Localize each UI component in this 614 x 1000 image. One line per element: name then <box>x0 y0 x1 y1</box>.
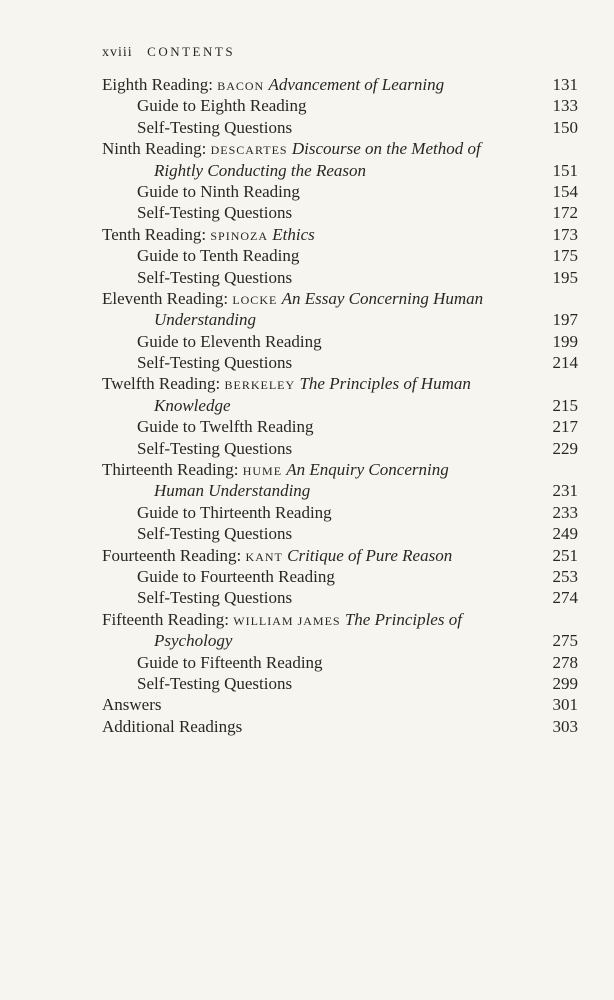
toc-page-number: 231 <box>552 481 578 501</box>
toc-entry-label: Self-Testing Questions <box>137 117 293 137</box>
toc-entry <box>102 716 578 737</box>
toc-page-number: 274 <box>552 588 578 608</box>
toc-entry-label: Self-Testing Questions <box>137 438 293 458</box>
toc-entry-text <box>102 396 231 415</box>
toc-entry-work: The Principles of <box>344 609 462 629</box>
toc-entry <box>102 202 578 223</box>
toc-entry-text <box>102 139 481 158</box>
toc-entry-lead: Additional Readings <box>102 716 243 736</box>
toc-entry-author: KANT <box>245 549 283 564</box>
toc-entry-author: LOCKE <box>232 292 278 307</box>
toc-page-number: 175 <box>552 246 578 266</box>
toc-entry-text <box>102 182 300 201</box>
toc-entry-work: An Enquiry Concerning <box>286 460 449 480</box>
toc-entry-label: Self-Testing Questions <box>137 203 293 223</box>
toc-page-number: 278 <box>552 652 578 672</box>
toc-page-number: 251 <box>552 545 578 565</box>
toc-entry-label: Guide to Twelfth Reading <box>137 417 314 437</box>
toc-entry-text <box>102 588 292 607</box>
toc-entry-work: Ethics <box>272 224 315 244</box>
toc-entry-lead: Fifteenth Reading: <box>102 609 230 629</box>
toc-entry-text <box>102 374 471 393</box>
toc-entry-text <box>102 268 292 287</box>
toc-entry <box>102 181 578 202</box>
toc-entry <box>102 352 578 373</box>
toc-page-number: 233 <box>552 502 578 522</box>
toc-entry-text <box>102 118 292 137</box>
toc-entry-text <box>102 631 232 650</box>
toc-entry <box>102 416 578 437</box>
toc-entry-lead: Tenth Reading: <box>102 224 207 244</box>
toc-entry-text <box>102 203 292 222</box>
toc-page-number: 151 <box>552 160 578 180</box>
toc-entry-text <box>102 524 292 543</box>
toc-entry-text <box>102 161 366 180</box>
toc-page-number: 214 <box>552 353 578 373</box>
toc-entry-text <box>102 75 444 94</box>
toc-entry-continuation: Psychology <box>154 631 233 651</box>
toc-entry-text <box>102 567 335 586</box>
toc-entry-text <box>102 332 322 351</box>
toc-entry-text <box>102 653 323 672</box>
toc-entry-text <box>102 246 299 265</box>
toc-entry-label: Self-Testing Questions <box>137 524 293 544</box>
toc-entry-text <box>102 674 292 693</box>
toc-entry-lead: Eighth Reading: <box>102 75 213 94</box>
toc-entry-text <box>102 310 256 329</box>
toc-entry-label: Guide to Thirteenth Reading <box>137 502 332 522</box>
running-head <box>102 44 235 61</box>
toc-entry-lead: Ninth Reading: <box>102 139 207 159</box>
toc-entry <box>102 502 578 523</box>
toc-entry <box>102 480 578 501</box>
toc-page-number: 229 <box>552 438 578 458</box>
toc-entry-author: SPINOZA <box>210 228 269 243</box>
toc-entry-text <box>102 417 314 436</box>
toc-entry <box>102 523 578 544</box>
toc-page-number: 215 <box>552 395 578 415</box>
toc-entry <box>102 288 578 309</box>
toc-entry <box>102 245 578 266</box>
toc-page-number: 253 <box>552 566 578 586</box>
toc-entry-work: Discourse on the Method of <box>291 139 481 159</box>
toc-entry <box>102 545 578 566</box>
toc-entry <box>102 587 578 608</box>
toc-entry-work: Advancement of Learning <box>268 75 445 94</box>
toc-entry-text <box>102 481 310 500</box>
toc-page-number: 173 <box>552 224 578 244</box>
toc-entry-work: An Essay Concerning Human <box>281 288 484 308</box>
table-of-contents <box>102 74 578 737</box>
toc-entry <box>102 609 578 630</box>
toc-entry-text <box>102 546 452 565</box>
toc-page-number: 275 <box>552 631 578 651</box>
toc-entry-text <box>102 695 162 714</box>
toc-entry-label: Guide to Fourteenth Reading <box>137 566 335 586</box>
toc-entry-text <box>102 439 292 458</box>
toc-entry-author: WILLIAM JAMES <box>233 613 341 628</box>
toc-entry-text <box>102 610 462 629</box>
toc-entry <box>102 331 578 352</box>
toc-entry-lead: Answers <box>102 695 162 715</box>
toc-entry <box>102 95 578 116</box>
toc-entry-continuation: Knowledge <box>154 395 231 415</box>
toc-entry <box>102 652 578 673</box>
toc-entry-text <box>102 289 483 308</box>
toc-entry <box>102 630 578 651</box>
toc-entry-label: Self-Testing Questions <box>137 588 293 608</box>
toc-entry <box>102 224 578 245</box>
toc-entry <box>102 673 578 694</box>
toc-entry-label: Self-Testing Questions <box>137 267 293 287</box>
toc-page-number: 154 <box>552 181 578 201</box>
toc-entry-author: BERKELEY <box>224 378 296 393</box>
page-number: xviii <box>102 45 133 60</box>
toc-entry-text <box>102 717 242 736</box>
toc-entry-label: Self-Testing Questions <box>137 673 293 693</box>
toc-page-number: 303 <box>552 716 578 736</box>
toc-entry-text <box>102 503 332 522</box>
toc-page-number: 197 <box>552 310 578 330</box>
section-title: CONTENTS <box>147 44 236 59</box>
toc-entry-text <box>102 96 307 115</box>
toc-page-number: 133 <box>552 96 578 116</box>
toc-entry-text <box>102 353 292 372</box>
toc-entry-text <box>102 460 449 479</box>
toc-entry-author: HUME <box>242 464 283 479</box>
toc-entry-author: BACON <box>217 79 265 93</box>
toc-entry-author: DESCARTES <box>210 143 288 158</box>
toc-page-number: 199 <box>552 331 578 351</box>
toc-page-number: 131 <box>552 75 578 94</box>
toc-entry-continuation: Understanding <box>154 310 256 330</box>
toc-entry-label: Guide to Ninth Reading <box>137 181 300 201</box>
toc-entry-lead: Eleventh Reading: <box>102 288 229 308</box>
toc-entry-label: Guide to Eighth Reading <box>137 96 307 116</box>
toc-entry <box>102 160 578 181</box>
toc-entry <box>102 74 578 95</box>
toc-page-number: 217 <box>552 417 578 437</box>
toc-page-number: 195 <box>552 267 578 287</box>
toc-entry-label: Guide to Fifteenth Reading <box>137 652 323 672</box>
toc-entry-lead: Thirteenth Reading: <box>102 460 239 480</box>
toc-page-number: 301 <box>552 695 578 715</box>
toc-entry-continuation: Rightly Conducting the Reason <box>154 160 366 180</box>
toc-entry-work: Critique of Pure Reason <box>287 545 453 565</box>
toc-entry <box>102 267 578 288</box>
toc-page-number: 150 <box>552 117 578 137</box>
toc-entry-label: Self-Testing Questions <box>137 353 293 373</box>
toc-entry <box>102 395 578 416</box>
toc-entry <box>102 373 578 394</box>
toc-entry <box>102 566 578 587</box>
toc-entry-label: Guide to Tenth Reading <box>137 246 300 266</box>
toc-page-number: 172 <box>552 203 578 223</box>
toc-entry <box>102 694 578 715</box>
toc-entry-text <box>102 225 315 244</box>
toc-entry-lead: Fourteenth Reading: <box>102 545 242 565</box>
toc-entry <box>102 309 578 330</box>
toc-entry <box>102 459 578 480</box>
toc-entry <box>102 438 578 459</box>
toc-page-number: 249 <box>552 524 578 544</box>
toc-page-number: 299 <box>552 673 578 693</box>
toc-entry-lead: Twelfth Reading: <box>102 374 221 394</box>
toc-entry <box>102 117 578 138</box>
toc-entry-label: Guide to Eleventh Reading <box>137 331 322 351</box>
toc-entry <box>102 138 578 159</box>
toc-entry-continuation: Human Understanding <box>154 481 311 501</box>
toc-entry-work: The Principles of Human <box>299 374 471 394</box>
